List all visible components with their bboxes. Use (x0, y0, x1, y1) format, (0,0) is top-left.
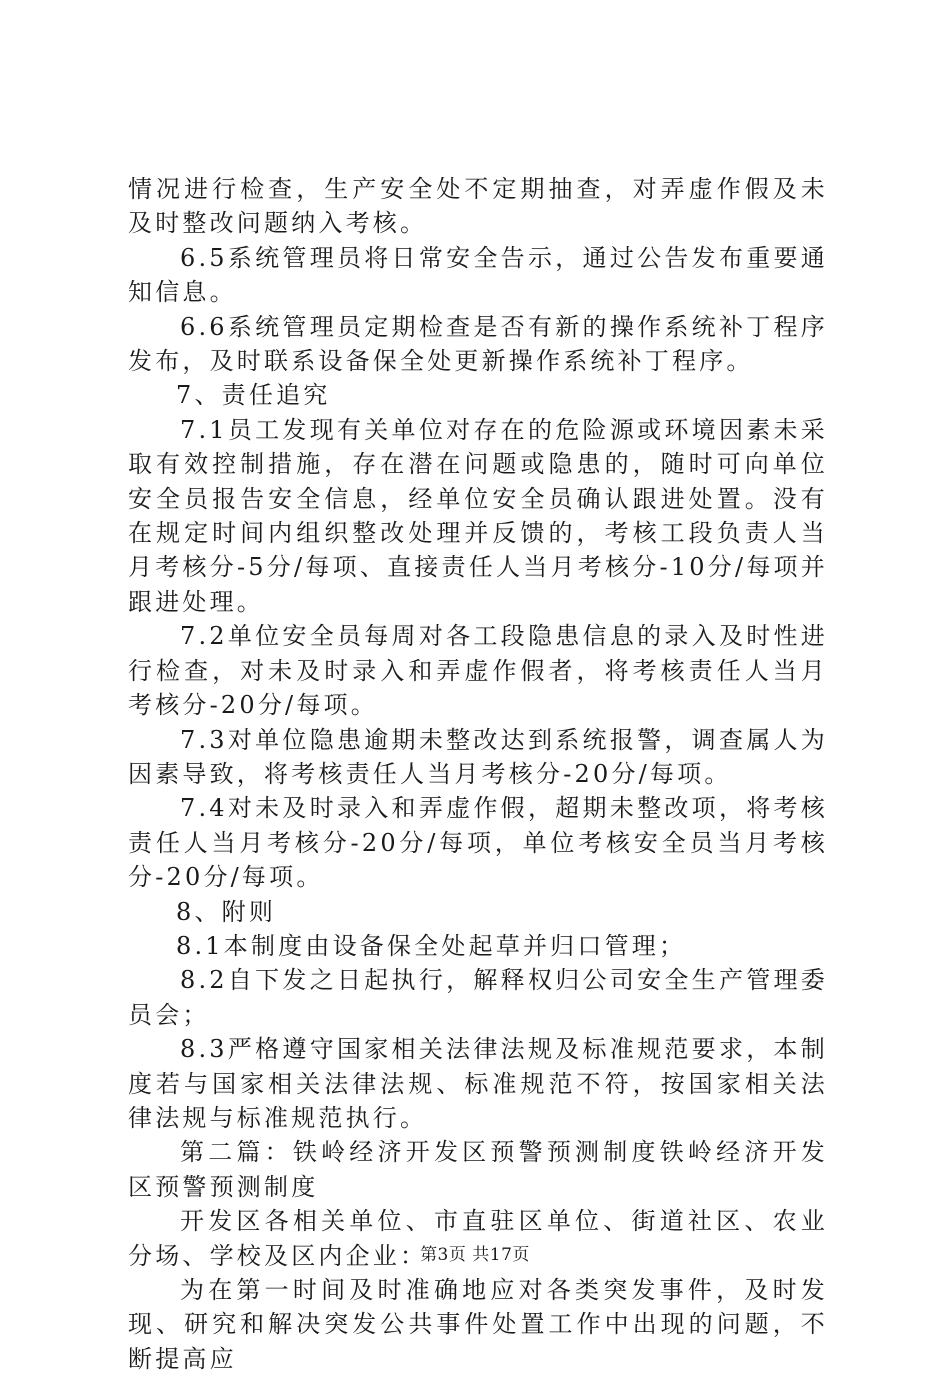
document-body (128, 172, 828, 1376)
section-title-part-two: 第二篇：铁岭经济开发区预警预测制度铁岭经济开发区预警预测制度 (128, 1138, 828, 1201)
paragraph-7-1: 7.1员工发现有关单位对存在的危险源或环境因素未采取有效控制措施，存在潜在问题或隐患的，随时可向单位安全员报告安全信息，经单位安全员确认跟进处置。没有在规定时间内组织整改处理并反馈的，考核工段负责人当月考核分-5分/每项、直接责任人当月考核分-10分/每项并跟进处理。 (128, 415, 828, 616)
paragraph-7-4: 7.4对未及时录入和弄虚作假，超期未整改项，将考核责任人当月考核分-20分/每项，单位考核安全员当月考核分-20分/每项。 (128, 794, 828, 892)
paragraph-continuation: 情况进行检查，生产安全处不定期抽查，对弄虚作假及未及时整改问题纳入考核。 (128, 175, 828, 238)
paragraph-6-6: 6.6系统管理员定期检查是否有新的操作系统补丁程序发布，及时联系设备保全处更新操作系统补丁程序。 (128, 312, 828, 376)
paragraph-6-5: 6.5系统管理员将日常安全告示，通过公告发布重要通知信息。 (128, 243, 828, 307)
page-number-footer: 第3页 共17页 (420, 1245, 530, 1265)
heading-8-appendix: 8、附则 (176, 897, 277, 926)
paragraph-8-3: 8.3严格遵守国家相关法律法规及标准规范要求，本制度若与国家相关法律法规、标准规范不符，按国家相关法律法规与标准规范执行。 (128, 1035, 828, 1132)
heading-7-responsibility: 7、责任追究 (176, 381, 331, 410)
paragraph-addressees: 开发区各相关单位、市直驻区单位、街道社区、农业分场、学校及区内企业： (128, 1207, 828, 1270)
paragraph-8-2: 8.2自下发之日起执行，解释权归公司安全生产管理委员会； (128, 966, 828, 1029)
paragraph-8-1: 8.1本制度由设备保全处起草并归口管理； (176, 931, 687, 960)
paragraph-7-3: 7.3对单位隐患逾期未整改达到系统报警，调查属人为因素导致，将考核责任人当月考核分-20分/每项。 (128, 725, 828, 788)
paragraph-7-2: 7.2单位安全员每周对各工段隐患信息的录入及时性进行检查，对未及时录入和弄虚作假者，将考核责任人当月考核分-20分/每项。 (128, 622, 828, 720)
paragraph-purpose: 为在第一时间及时准确地应对各类突发事件，及时发现、研究和解决突发公共事件处置工作中出现的问题，不断提高应 (128, 1276, 828, 1373)
